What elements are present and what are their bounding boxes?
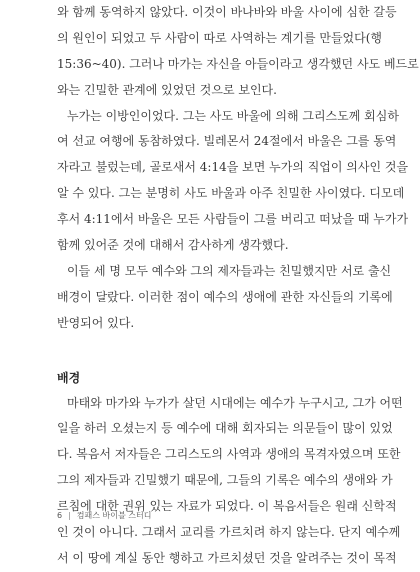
text-line: 자라고 불렀는데, 골로새서 4:14을 보면 누가의 직업이 의사인 것을: [57, 160, 409, 175]
text-line: 르침에 대한 권위 있는 자료가 되었다. 이 복음서들은 원래 신학적: [57, 499, 397, 514]
section-gap: [57, 337, 363, 365]
text-line: 반영되어 있다.: [57, 315, 135, 330]
page-number: 6: [57, 511, 63, 520]
text-line: 그의 제자들과 긴밀했기 때문에, 그들의 기록은 예수의 생애와 가: [57, 473, 393, 488]
text-line: 15:36~40). 그러나 마가는 자신을 아들이라고 생각했던 사도 베드로: [57, 56, 419, 71]
paragraph-3: [57, 259, 393, 337]
text-line: 후서 4:11에서 바울은 모든 사람들이 그를 버리고 떠났을 때 누가가: [57, 212, 409, 227]
text-line: 알 수 있다. 그는 분명히 사도 바울과 아주 친밀한 사이였다. 디모데: [57, 186, 405, 201]
body-text: [57, 0, 419, 572]
section-paragraph-1: [57, 391, 403, 572]
footer-separator: |: [68, 511, 71, 520]
text-line: 인 것이 아니다. 그래서 교리를 가르치려 하지 않는다. 단지 예수께: [57, 525, 401, 540]
page-footer: [57, 510, 151, 521]
text-line: 서 이 땅에 계실 동안 행하고 가르치셨던 것을 알려주는 것이 목적: [57, 550, 397, 565]
section-heading: 배경: [57, 370, 81, 385]
text-line: 누가는 이방인이었다. 그는 사도 바울에 의해 그리스도께 회심하: [67, 108, 399, 123]
text-line: 마태와 마가와 누가가 살던 시대에는 예수가 누구시고, 그가 어떤: [67, 395, 403, 410]
text-line: 여 선교 여행에 동참하였다. 빌레몬서 24절에서 바울은 그를 동역: [57, 134, 397, 149]
text-line: 와 함께 동역하지 않았다. 이것이 바나바와 바울 사이에 심한 갈등: [57, 5, 397, 19]
text-line: 와는 긴밀한 관계에 있었던 것으로 보인다.: [57, 82, 277, 97]
text-line: 함께 있어준 것에 대해서 감사하게 생각했다.: [57, 238, 289, 253]
text-line: 배경이 달랐다. 이러한 점이 예수의 생애에 관한 자신들의 기록에: [57, 289, 393, 304]
text-line: 다. 복음서 저자들은 그리스도의 사역과 생애의 목격자였으며 또한: [57, 447, 401, 462]
text-line: 이들 세 명 모두 예수와 그의 제자들과는 친밀했지만 서로 출신: [67, 263, 392, 278]
paragraph-1: [57, 0, 419, 104]
paragraph-2: [57, 104, 409, 259]
book-title: 컴패스 바이블 스터디: [76, 511, 152, 520]
text-line: 의 원인이 되었고 두 사람이 따로 사역하는 계기를 만들었다(행: [57, 30, 382, 45]
text-line: 일을 하러 오셨는지 등 예수에 대해 회자되는 의문들이 많이 있었: [57, 421, 393, 436]
